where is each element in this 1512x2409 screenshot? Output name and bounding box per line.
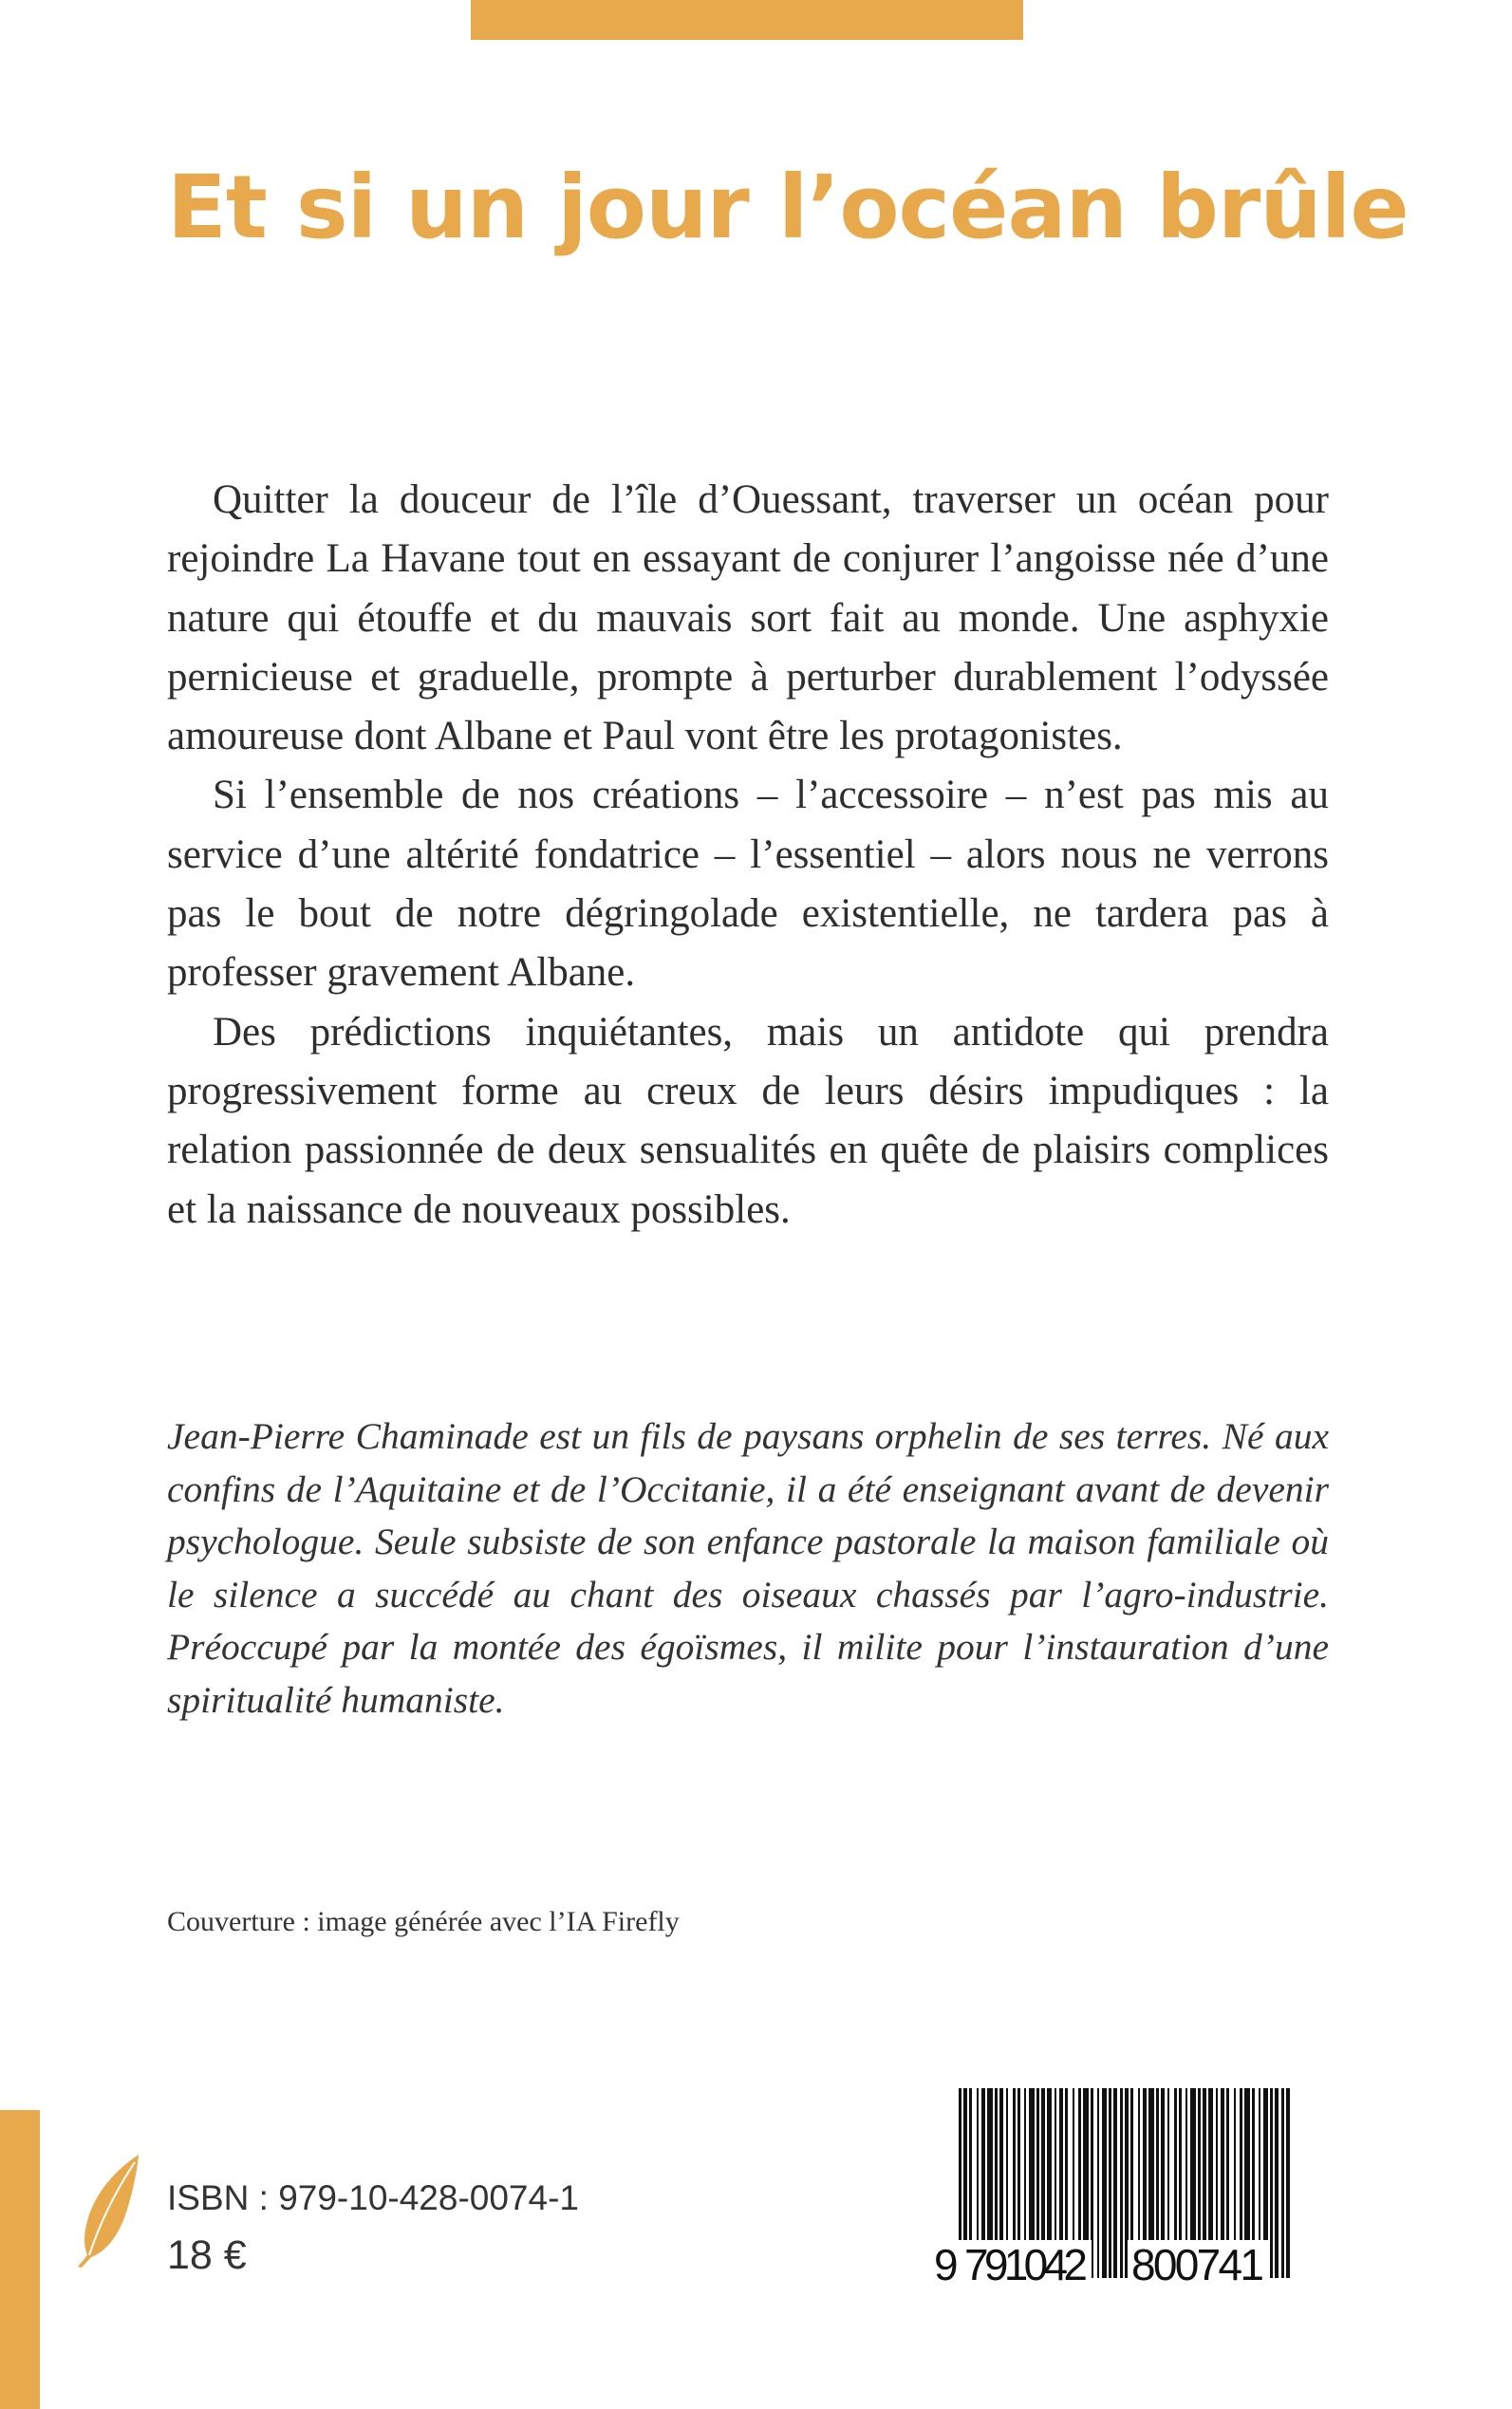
barcode-bar (1120, 2088, 1123, 2278)
book-title: Et si un jour l’océan brûle (167, 157, 1409, 258)
blurb-paragraph: Si l’ensemble de nos créations – l’accessoire – n’est pas mis au service d’une altérité fondatrice – l’essentiel – alors nous ne verrons pas le bout de notre dégringolade existentielle, ne tardera pas à professer gravement Albane. (167, 773, 1329, 996)
barcode-bar (1097, 2088, 1099, 2278)
barcode-bar (1281, 2088, 1284, 2278)
author-bio-text: Jean-Pierre Chaminade est un fils de paysans orphelin de ses terres. Né aux confins de l’Aquitaine et de l’Occitanie, il a été enseignant avant de devenir psychologue. Seule subsiste de son enfance pastorale la maison familiale où le silence a succédé au chant des oiseaux chassés par l’agro-industrie. Préoccupé par la montée des égoïsmes, il milite pour l’instauration d’une spiritualité humaniste. (167, 1415, 1329, 1721)
barcode-left-digits: 791042 (964, 2240, 1088, 2289)
author-bio (167, 1410, 1329, 1727)
barcode-bar (1286, 2088, 1290, 2278)
ean-barcode (930, 2088, 1323, 2289)
barcode-bar (1102, 2088, 1107, 2278)
barcode-bar (1270, 2088, 1273, 2278)
feather-icon (74, 2153, 142, 2269)
barcode-right-digits: 800741 (1131, 2240, 1264, 2289)
cover-credit: Couverture : image générée avec l’IA Firefly (167, 1906, 680, 1937)
barcode-bar (1113, 2088, 1117, 2278)
isbn-label: ISBN : 979-10-428-0074-1 (167, 2178, 579, 2217)
barcode-bar (1275, 2088, 1279, 2278)
barcode-prefix-digit: 9 (934, 2240, 959, 2289)
side-accent-bar (0, 2110, 40, 2409)
barcode-bar (1109, 2088, 1111, 2278)
blurb-paragraph: Quitter la douceur de l’île d’Ouessant, traverser un océan pour rejoindre La Havane tout en essayant de conjurer l’angoisse née d’une nature qui étouffe et du mauvais sort fait au monde. Une asphyxie pernicieuse et graduelle, prompte à perturber durablement l’odyssée amoureuse dont Albane et Paul vont être les protagonistes. (167, 477, 1329, 759)
top-accent-bar (471, 0, 1023, 40)
back-cover-blurb (167, 471, 1329, 1240)
blurb-paragraph: Des prédictions inquiétantes, mais un antidote qui prendra progressivement forme au creux de leurs désirs impudiques : la relation passionnée de deux sensualités en quête de plaisirs complices et la naissance de nouveaux possibles. (167, 1009, 1329, 1232)
price-label: 18 € (167, 2232, 247, 2278)
